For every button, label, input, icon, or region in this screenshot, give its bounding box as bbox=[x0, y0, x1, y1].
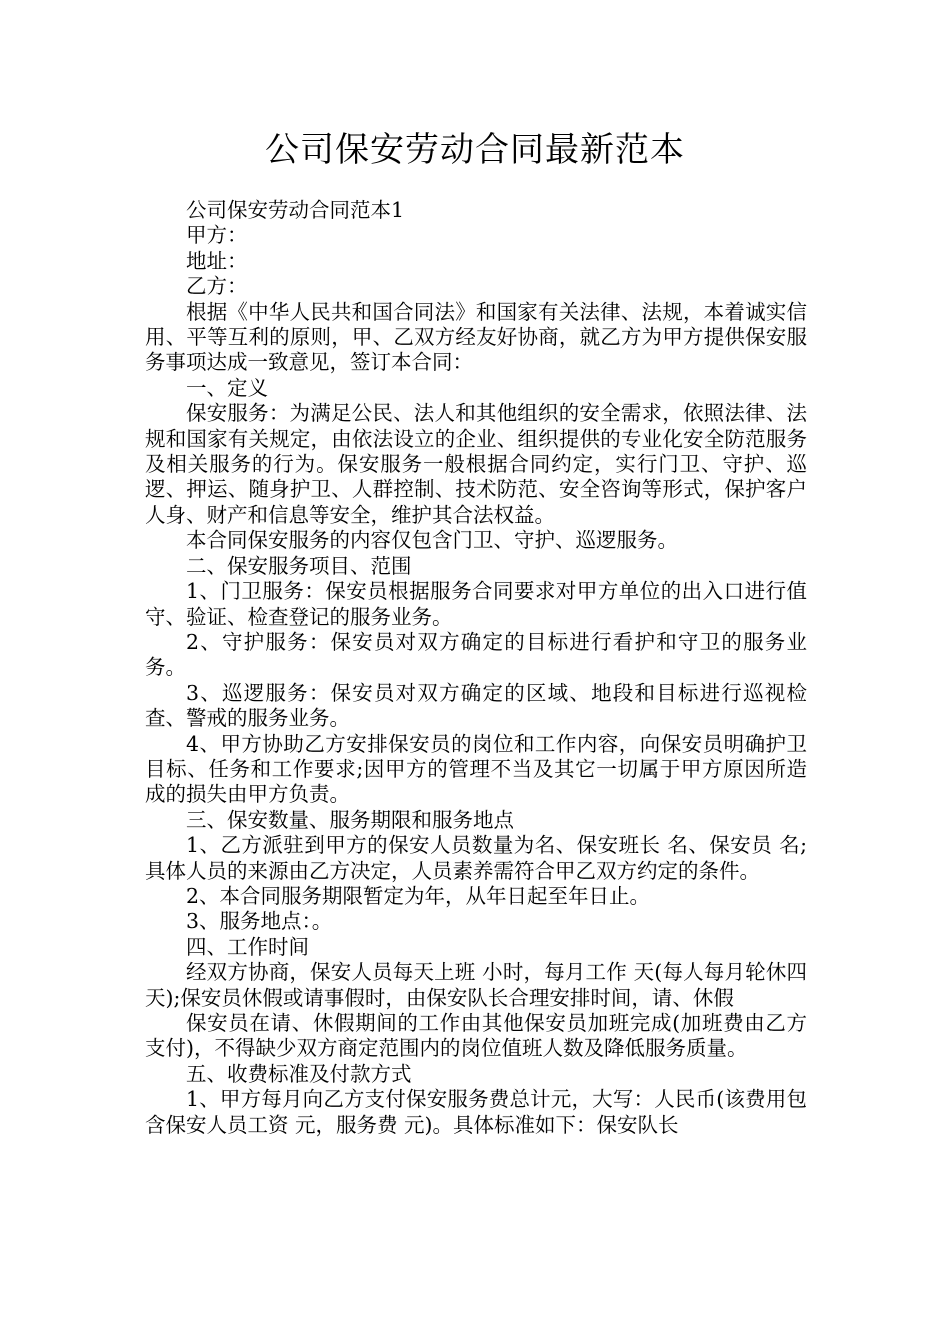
document-title: 公司保安劳动合同最新范本 bbox=[265, 130, 685, 170]
paragraph-hours-2: 保安员在请、休假期间的工作由其他保安员加班完成(加班费由乙方支付)，不得缺少双方商定范围内的岗位值班人数及降低服务质量。 bbox=[145, 1011, 807, 1061]
section-heading-definition: 一、定义 bbox=[186, 375, 268, 400]
paragraph-service-4: 4、甲方协助乙方安排保安员的岗位和工作内容，向保安员明确护卫目标、任务和工作要求;因甲方的管理不当及其它一切属于甲方原因所造成的损失由甲方负责。 bbox=[145, 731, 807, 807]
paragraph-service-1: 1、门卫服务：保安员根据服务合同要求对甲方单位的出入口进行值守、验证、检查登记的服务业务。 bbox=[145, 579, 807, 629]
paragraph-address: 地址： bbox=[186, 248, 248, 273]
paragraph-preamble: 根据《中华人民共和国合同法》和国家有关法律、法规，本着诚实信用、平等互利的原则，甲、乙双方经友好协商，就乙方为甲方提供保安服务事项达成一致意见，签订本合同： bbox=[145, 299, 807, 375]
paragraph-heading: 公司保安劳动合同范本1 bbox=[186, 198, 405, 222]
section-heading-quantity: 三、保安数量、服务期限和服务地点 bbox=[186, 807, 514, 832]
paragraph-service-3: 3、巡逻服务：保安员对双方确定的区域、地段和目标进行巡视检查、警戒的服务业务。 bbox=[145, 680, 807, 731]
paragraph-quantity-3: 3、服务地点：。 bbox=[186, 909, 333, 934]
section-heading-fees: 五、收费标准及付款方式 bbox=[186, 1061, 412, 1086]
paragraph-scope-note: 本合同保安服务的内容仅包含门卫、守护、巡逻服务。 bbox=[186, 528, 678, 553]
section-heading-hours: 四、工作时间 bbox=[186, 934, 309, 959]
paragraph-definition: 保安服务：为满足公民、法人和其他组织的安全需求，依照法律、法规和国家有关规定，由依法设立的企业、组织提供的专业化安全防范服务及相关服务的行为。保安服务一般根据合同约定，实行门卫、守护、巡逻、押运、随身护卫、人群控制、技术防范、安全咨询等形式，保护客户人身、财产和信息等安全，维护其合法权益。 bbox=[145, 401, 807, 527]
paragraph-quantity-2: 2、本合同服务期限暂定为年，从年日起至年日止。 bbox=[186, 883, 651, 908]
paragraph-fees-1: 1、甲方每月向乙方支付保安服务费总计元，大写：人民币(该费用包含保安人员工资 元，服务费 元)。具体标准如下：保安队长 bbox=[145, 1087, 807, 1137]
paragraph-hours-1: 经双方协商，保安人员每天上班 小时，每月工作 天(每人每月轮休四天);保安员休假或请事假时，由保安队长合理安排时间，请、休假 bbox=[145, 960, 807, 1010]
paragraph-party-a: 甲方： bbox=[186, 223, 248, 248]
section-heading-services: 二、保安服务项目、范围 bbox=[186, 553, 412, 578]
paragraph-party-b: 乙方： bbox=[186, 274, 248, 299]
paragraph-quantity-1: 1、乙方派驻到甲方的保安人员数量为名、保安班长 名、保安员 名;具体人员的来源由乙方决定，人员素养需符合甲乙双方约定的条件。 bbox=[145, 833, 807, 883]
paragraph-service-2: 2、守护服务：保安员对双方确定的目标进行看护和守卫的服务业务。 bbox=[145, 629, 807, 680]
document-body bbox=[145, 198, 807, 1138]
